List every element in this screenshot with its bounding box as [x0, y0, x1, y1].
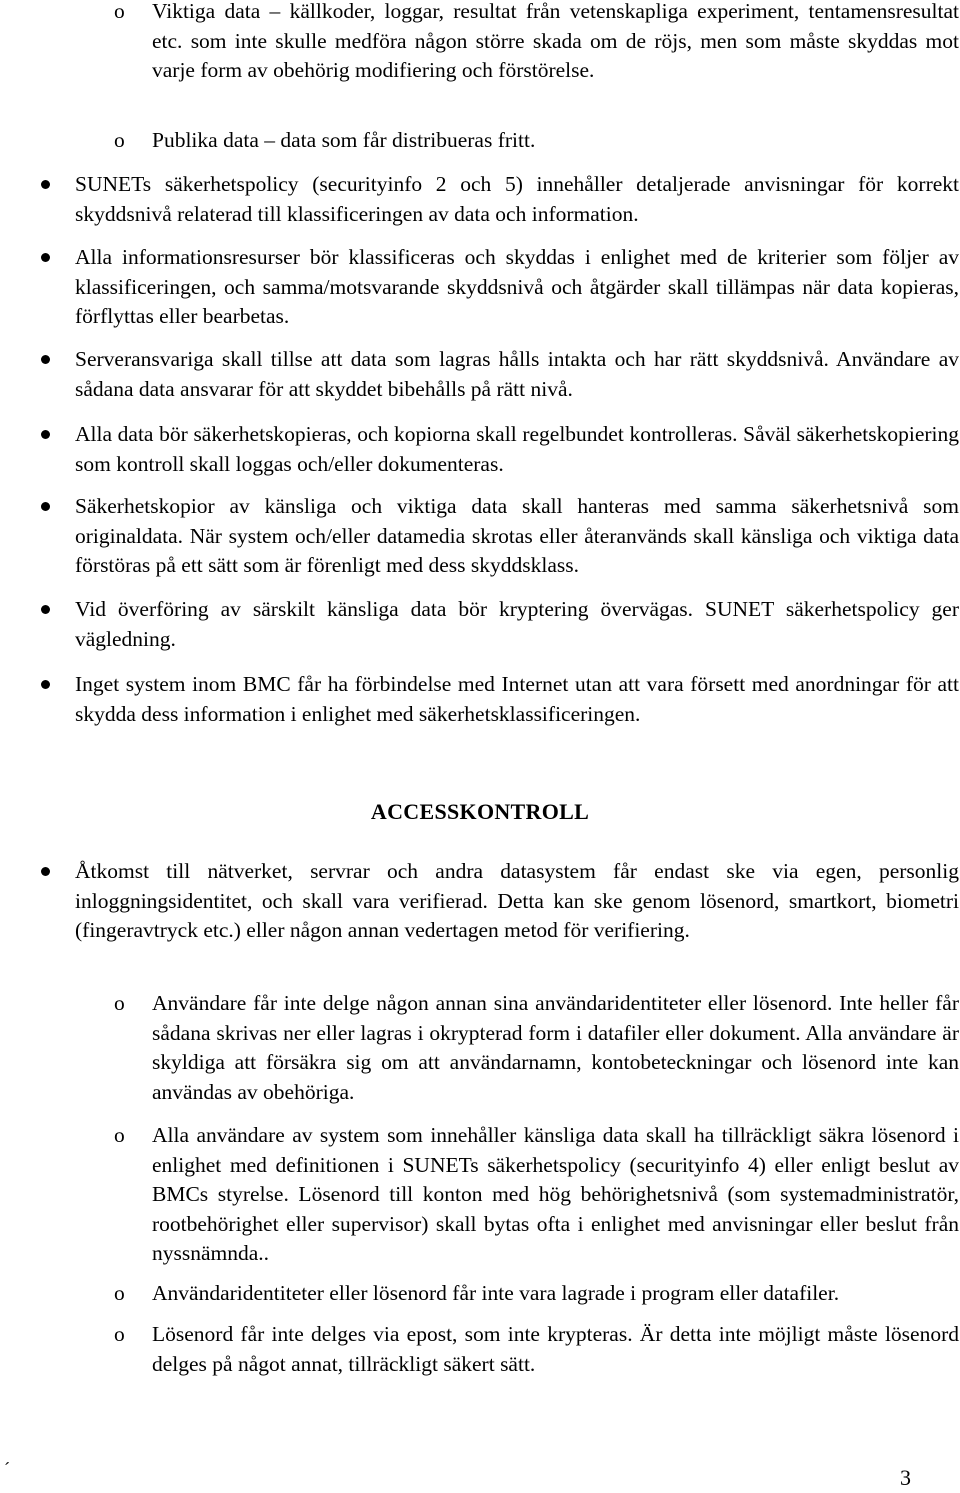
- sub-item-marker: o: [114, 128, 125, 152]
- page-number: 3: [900, 1465, 911, 1490]
- bullet-text: Åtkomst till nätverket, servrar och andra datasystem får endast ske via egen, personlig inloggningsidentitet, och skall vara verifierad. Detta kan ske genom lösenord, smartkort, biometri (fingeravtryck etc.) eller någon annan vedertagen metod för verifiering.: [75, 859, 959, 943]
- bullet-text: Vid överföring av särskilt känsliga data bör kryptering övervägas. SUNET säkerhetspolicy ger vägledning.: [75, 597, 959, 651]
- bullet-item: [75, 420, 959, 479]
- sub-item: [114, 1279, 959, 1309]
- sub-item-marker: o: [114, 1281, 125, 1305]
- bullet-item: [75, 670, 959, 729]
- sub-item-text: Lösenord får inte delges via epost, som inte krypteras. Är detta inte möjligt måste lösenord delges på något annat, tillräckligt säkert sätt.: [152, 1322, 959, 1376]
- sub-item: [114, 989, 959, 1107]
- sub-item: [114, 1320, 959, 1379]
- sub-item-text: Användare får inte delge någon annan sina användaridentiteter eller lösenord. Inte heller får sådana skrivas ner eller lagras i okrypterad form i datafiler eller dokument. Alla användare är skyldiga att försäkra sig om att användarnamn, kontobeteckningar och lösenord inte kan användas av obehöriga.: [152, 991, 959, 1104]
- bullet-item: [75, 243, 959, 332]
- sub-item-publika-data: [114, 126, 959, 156]
- bullet-text: Säkerhetskopior av känsliga och viktiga data skall hanteras med samma säkerhetsnivå som originaldata. När system och/eller datamedia skrotas eller återanvänds skall känsliga och viktiga data förstöras på ett sätt som är förenligt med dess skyddsklass.: [75, 494, 959, 578]
- sub-item-marker: o: [114, 1123, 125, 1147]
- bullet-item: [75, 345, 959, 404]
- sub-item-text: Alla användare av system som innehåller känsliga data skall ha tillräckligt säkra lösenord i enlighet med definitionen i SUNETs säkerhetspolicy (securityinfo 4) eller enligt beslut av BMCs styrelse. Lösenord till konton med hög behörighetsnivå (som systemadministratör, rootbehörighet eller supervisor) skall bytas ofta i enlighet med anvisningar eller beslut från nyssnämnda..: [152, 1123, 959, 1266]
- bullet-text: Inget system inom BMC får ha förbindelse med Internet utan att vara försett med anordningar för att skydda dess information i enlighet med säkerhetsklassificeringen.: [75, 672, 959, 726]
- bullet-item: [75, 170, 959, 229]
- sub-item-marker: o: [114, 0, 125, 23]
- sub-item: [114, 1121, 959, 1269]
- sub-item-text: Användaridentiteter eller lösenord får inte vara lagrade i program eller datafiler.: [152, 1281, 840, 1305]
- sub-item-marker: o: [114, 1322, 125, 1346]
- bullet-text: SUNETs säkerhetspolicy (securityinfo 2 och 5) innehåller detaljerade anvisningar för korrekt skyddsnivå relaterad till klassificeringen av data och information.: [75, 172, 959, 226]
- sub-item-text: Publika data – data som får distribueras fritt.: [152, 128, 536, 152]
- bullet-text: Alla informationsresurser bör klassificeras och skyddas i enlighet med de kriterier som följer av klassificeringen, och samma/motsvarande skyddsnivå och åtgärder skall tillämpas när data kopieras, förflyttas eller bearbetas.: [75, 245, 959, 329]
- bullet-text: Alla data bör säkerhetskopieras, och kopiorna skall regelbundet kontrolleras. Såväl säkerhetskopiering som kontroll skall loggas och/eller dokumenteras.: [75, 422, 959, 476]
- stray-mark: ´: [4, 1459, 10, 1479]
- bullet-item: [75, 492, 959, 581]
- bullet-text: Serveransvariga skall tillse att data som lagras hålls intakta och har rätt skyddsnivå. Användare av sådana data ansvarar för att skyddet bibehålls på rätt nivå.: [75, 347, 959, 401]
- section-heading: ACCESSKONTROLL: [370, 799, 590, 824]
- sub-item-viktiga-data: [114, 0, 959, 86]
- sub-item-marker: o: [114, 991, 125, 1015]
- sub-item-text: Viktiga data – källkoder, loggar, resultat från vetenskapliga experiment, tentamensresultat etc. som inte skulle medföra någon större skada om de röjs, men som måste skyddas mot varje form av obehörig modifiering och förstörelse.: [152, 0, 959, 83]
- bullet-item: [75, 595, 959, 654]
- bullet-item: [75, 857, 959, 946]
